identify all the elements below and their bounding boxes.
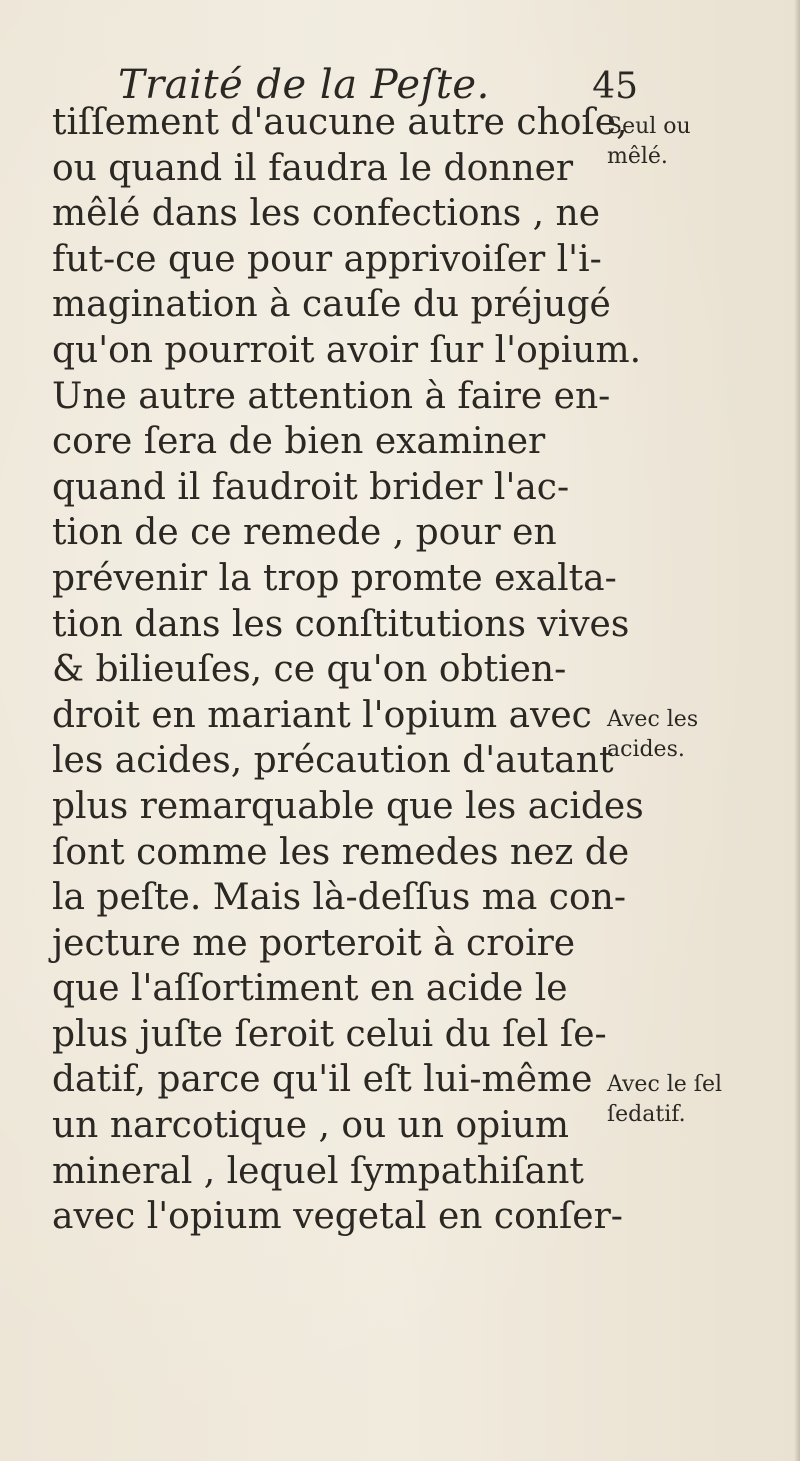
text-line: qu'on pourroit avoir ſur l'opium.: [52, 329, 642, 371]
text-line: mêlé dans les confections , ne: [52, 193, 600, 235]
text-line: tion dans les conſtitutions vives: [52, 603, 630, 645]
margin-note: [607, 112, 797, 172]
text-line: la peſte. Mais là-deſſus ma con-: [52, 877, 626, 919]
text-line: core ſera de bien examiner: [52, 421, 546, 463]
margin-note-line: ſedatif.: [607, 1102, 686, 1127]
text-line: plus remarquable que les acides: [52, 785, 644, 827]
margin-note: [607, 1070, 797, 1130]
text-line: un narcotique , ou un opium: [52, 1105, 570, 1147]
text-line: fut-ce que pour apprivoiſer l'i-: [52, 238, 602, 280]
text-line: quand il faudroit brider l'ac-: [52, 466, 570, 508]
text-line: droit en mariant l'opium avec: [52, 694, 592, 736]
running-title: Traité de la Peſte.: [118, 62, 490, 108]
text-line: mineral , lequel ſympathiſant: [52, 1150, 584, 1192]
margin-note-line: Seul ou: [607, 114, 691, 139]
text-line: ou quand il faudra le donner: [52, 147, 574, 189]
text-line: tion de ce remede , pour en: [52, 512, 557, 554]
text-line: jecture me porteroit à croire: [52, 922, 576, 964]
text-line: & bilieuſes, ce qu'on obtien-: [52, 649, 567, 691]
margin-note-line: mêlé.: [607, 144, 668, 169]
page-number: 45: [592, 66, 638, 107]
margin-note: [607, 705, 797, 765]
body-text: [52, 100, 644, 1240]
text-line: plus juſte ſeroit celui du ſel ſe-: [52, 1013, 607, 1055]
text-line: prévenir la trop promte exalta-: [52, 557, 617, 599]
text-line: que l'aſſortiment en acide le: [52, 968, 568, 1010]
text-line: Une autre attention à faire en-: [52, 375, 611, 417]
text-line: ſont comme les remedes nez de: [52, 831, 630, 873]
text-line: magination à cauſe du préjugé: [52, 284, 611, 326]
margin-note-line: Avec le ſel: [607, 1072, 723, 1097]
text-line: tiſſement d'aucune autre choſe,: [52, 102, 628, 143]
margin-note-line: Avec les: [607, 707, 699, 732]
text-line: les acides, précaution d'autant: [52, 740, 614, 782]
text-line: avec l'opium vegetal en conſer-: [52, 1196, 623, 1238]
margin-note-line: acides.: [607, 737, 685, 762]
text-line: datif, parce qu'il eſt lui-même: [52, 1059, 593, 1101]
